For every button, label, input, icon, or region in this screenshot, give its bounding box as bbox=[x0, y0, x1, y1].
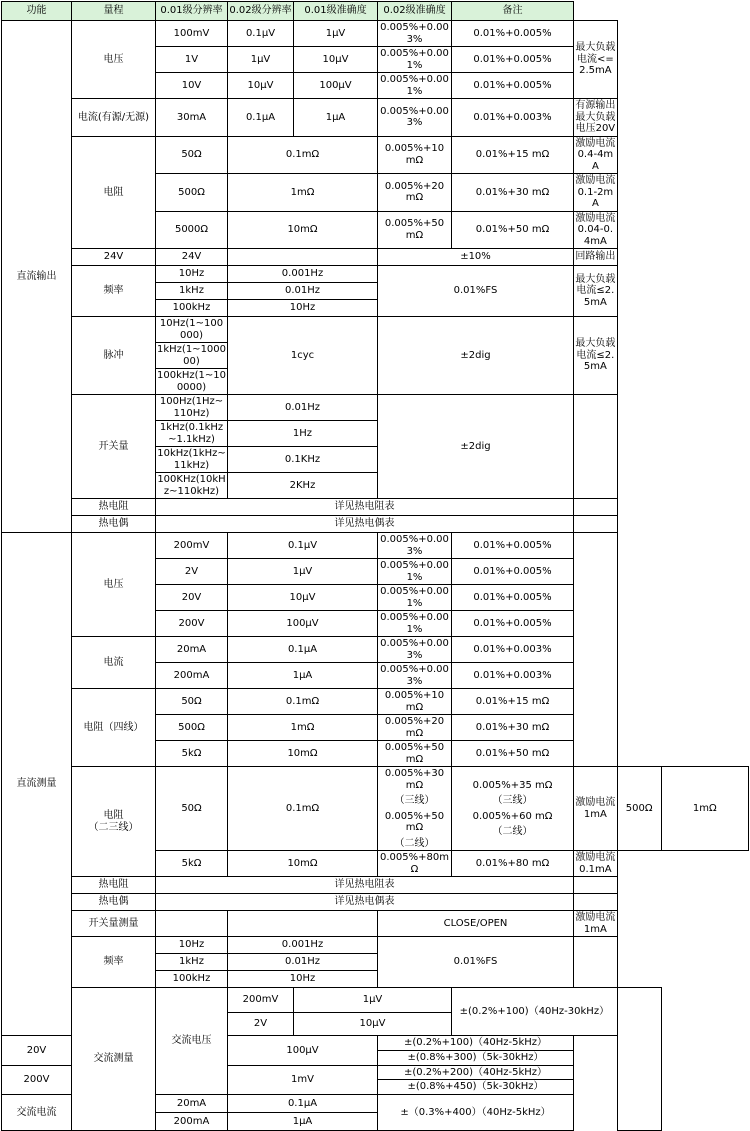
range-cell: 200mV bbox=[228, 988, 294, 1013]
func-voltage: 电压 bbox=[72, 533, 156, 637]
acc-cell: ±10% bbox=[378, 249, 574, 266]
acc-cell: 0.01%FS bbox=[378, 266, 574, 317]
func-frequency: 频率 bbox=[72, 937, 156, 988]
res2-cell: 100μV bbox=[294, 73, 378, 99]
range-cell: 1kHz bbox=[156, 283, 228, 300]
header-range: 量程 bbox=[72, 2, 156, 21]
note-cell: 激励电流1mA bbox=[574, 767, 618, 851]
acc1-cell: 0.005%+20 mΩ bbox=[378, 715, 452, 741]
acc1-cell: 0.005%+0.001% bbox=[378, 73, 452, 99]
table-row bbox=[2, 136, 749, 174]
acc-line: 0.005%+60 mΩ bbox=[472, 810, 553, 822]
res1-cell: 10μV bbox=[228, 73, 294, 99]
acc1-cell: 0.005%+50 mΩ bbox=[378, 211, 452, 249]
table-row bbox=[2, 533, 749, 559]
acc1-cell: 0.005%+0.001% bbox=[378, 611, 452, 637]
res23-line2: （二三线） bbox=[88, 821, 139, 833]
func-current: 电流(有源/无源) bbox=[72, 99, 156, 137]
res-cell: 10mΩ bbox=[228, 211, 378, 249]
acc2-cell: 0.01%+0.005% bbox=[452, 533, 574, 559]
res-cell: 10μV bbox=[228, 585, 378, 611]
range-cell: 500Ω bbox=[156, 715, 228, 741]
acc-line: 0.005%+35 mΩ bbox=[472, 779, 553, 791]
acc-line: （三线） bbox=[492, 795, 533, 806]
note-cell: 激励电流0.04-0.4mA bbox=[575, 212, 616, 247]
res-cell: 10Hz bbox=[228, 300, 378, 317]
func-ac-voltage: 交流电压 bbox=[156, 988, 228, 1095]
range-cell: 10Hz bbox=[156, 266, 228, 283]
res1-cell: 0.1μA bbox=[228, 99, 294, 137]
func-rtd: 热电阻 bbox=[72, 499, 156, 516]
table-row bbox=[2, 99, 749, 137]
func-rtd: 热电阻 bbox=[72, 877, 156, 894]
range-cell: 50Ω bbox=[156, 136, 228, 174]
range-cell: 20V bbox=[156, 585, 228, 611]
tc-table-ref: 详见热电偶表 bbox=[156, 516, 574, 533]
res-cell: 1μA bbox=[228, 1113, 378, 1131]
table-row bbox=[2, 689, 749, 715]
table-row bbox=[2, 249, 749, 266]
res2-cell: 1μV bbox=[294, 21, 378, 47]
note-cell bbox=[574, 877, 618, 894]
note-cell: 激励电流0.1mA bbox=[575, 852, 616, 875]
acc1-cell: 0.005%+0.001% bbox=[378, 585, 452, 611]
range-cell: 500Ω bbox=[617, 767, 661, 851]
note-cell: 最大负载电流≤2.5mA bbox=[574, 317, 618, 395]
res-cell: 1cyc bbox=[228, 317, 378, 395]
table-header bbox=[2, 2, 749, 21]
note-cell bbox=[574, 533, 618, 767]
note-cell bbox=[574, 894, 618, 911]
table-row bbox=[2, 894, 749, 911]
res-cell: 1mΩ bbox=[661, 767, 749, 851]
range-cell: 30mA bbox=[156, 99, 228, 137]
func-resistance-23wire bbox=[72, 767, 156, 877]
acc2-cell: 0.01%+0.003% bbox=[452, 99, 574, 137]
rtd-table-ref: 详见热电阻表 bbox=[156, 877, 574, 894]
specification-table bbox=[1, 1, 749, 1131]
res-cell: 0.1KHz bbox=[228, 447, 378, 473]
range-cell: 20mA bbox=[156, 637, 228, 663]
res-cell: 0.1μA bbox=[228, 1095, 378, 1113]
note-cell: 有源输出最大负载电压20V bbox=[575, 100, 616, 134]
header-accuracy-002: 0.02级准确度 bbox=[378, 2, 452, 21]
res-cell bbox=[228, 911, 378, 937]
res-cell: 10Hz bbox=[228, 971, 378, 988]
acc2-cell: 0.01%+0.005% bbox=[452, 47, 574, 73]
acc-line: （二线） bbox=[492, 826, 533, 837]
rtd-table-ref: 详见热电阻表 bbox=[156, 499, 574, 516]
range-cell: 1kHz(1~100000) bbox=[157, 344, 227, 367]
func-switch-measure: 开关量测量 bbox=[72, 911, 156, 937]
table-row bbox=[2, 911, 749, 937]
range-cell: 100kHz bbox=[156, 971, 228, 988]
note-cell bbox=[574, 937, 618, 988]
header-resolution-001: 0.01级分辨率 bbox=[156, 2, 228, 21]
acc2-cell: 0.01%+50 mΩ bbox=[452, 211, 574, 249]
acc1-cell: 0.005%+0.003% bbox=[378, 533, 452, 559]
acc-line: 0.005%+50 mΩ bbox=[384, 810, 445, 833]
func-voltage: 电压 bbox=[72, 21, 156, 99]
range-cell bbox=[156, 911, 228, 937]
res-cell: 2KHz bbox=[228, 473, 378, 499]
func-thermocouple: 热电偶 bbox=[72, 516, 156, 533]
res23-line1: 电阻 bbox=[103, 810, 124, 821]
res-cell: 1μA bbox=[228, 663, 378, 689]
res-cell: 0.1μV bbox=[228, 533, 378, 559]
res1-cell: 0.1μV bbox=[228, 21, 294, 47]
res-cell: 1mΩ bbox=[228, 174, 378, 212]
func-frequency: 频率 bbox=[72, 266, 156, 317]
acc1-cell: 0.005%+10 mΩ bbox=[378, 689, 452, 715]
table-row bbox=[2, 395, 749, 421]
note-cell: 激励电流1mA bbox=[575, 912, 616, 935]
acc2-cell: 0.01%+0.003% bbox=[452, 637, 574, 663]
spec-table-page bbox=[0, 1, 750, 1127]
acc-cell: ±(0.2%+200)（40Hz-5kHz） bbox=[378, 1065, 574, 1080]
res-cell: 1mΩ bbox=[228, 715, 378, 741]
res-cell: 1μV bbox=[294, 988, 452, 1013]
table-row bbox=[2, 637, 749, 663]
tc-table-ref: 详见热电偶表 bbox=[156, 894, 574, 911]
range-cell: 500Ω bbox=[156, 174, 228, 212]
res-cell bbox=[228, 249, 378, 266]
acc1-cell: 0.005%+0.001% bbox=[378, 47, 452, 73]
acc-line: （二线） bbox=[394, 837, 435, 849]
range-cell: 50Ω bbox=[156, 689, 228, 715]
res-cell: 0.1μA bbox=[228, 637, 378, 663]
range-cell: 200mA bbox=[156, 663, 228, 689]
res-cell: 1μV bbox=[228, 559, 378, 585]
table-row bbox=[2, 266, 749, 283]
func-resistance: 电阻 bbox=[72, 136, 156, 249]
res-cell: 100μV bbox=[228, 1036, 378, 1066]
range-cell: 20mA bbox=[156, 1095, 228, 1113]
range-cell: 100kHz(1~100000) bbox=[157, 370, 227, 393]
acc2-cell: 0.01%+15 mΩ bbox=[452, 689, 574, 715]
range-cell: 20V bbox=[2, 1036, 72, 1066]
func-current: 电流 bbox=[72, 637, 156, 689]
acc2-cell: 0.01%+30 mΩ bbox=[452, 715, 574, 741]
note-cell: 最大负载电流<=2.5mA bbox=[574, 21, 618, 99]
range-cell: 10V bbox=[156, 73, 228, 99]
table-row bbox=[2, 499, 749, 516]
acc-cell: ±(0.8%+450)（5k-30kHz） bbox=[378, 1080, 574, 1095]
acc2-cell: 0.01%+30 mΩ bbox=[452, 174, 574, 212]
acc1-cell: 0.005%+0.001% bbox=[378, 559, 452, 585]
func-resistance-4wire: 电阻（四线） bbox=[72, 689, 156, 767]
table-row bbox=[2, 988, 749, 1013]
range-cell: 200mA bbox=[156, 1113, 228, 1131]
res-cell: 0.1mΩ bbox=[228, 767, 378, 851]
header-accuracy-001: 0.01级准确度 bbox=[294, 2, 378, 21]
range-cell: 5000Ω bbox=[156, 211, 228, 249]
acc1-cell: 0.005%+80mΩ bbox=[378, 851, 452, 877]
range-cell: 24V bbox=[156, 249, 228, 266]
range-cell: 5kΩ bbox=[156, 851, 228, 877]
res1-cell: 1μV bbox=[228, 47, 294, 73]
res-cell: 0.01Hz bbox=[228, 283, 378, 300]
note-cell bbox=[574, 395, 618, 499]
note-cell: 回路输出 bbox=[574, 249, 618, 266]
table-row bbox=[2, 877, 749, 894]
note-cell: 最大负载电流≤2.5mA bbox=[574, 266, 618, 317]
res-cell: 100μV bbox=[228, 611, 378, 637]
res-cell: 0.1mΩ bbox=[228, 689, 378, 715]
acc-line: （三线） bbox=[394, 795, 435, 806]
range-cell: 100kHz bbox=[156, 300, 228, 317]
acc-cell: ±(0.2%+100)（40Hz-5kHz） bbox=[378, 1036, 574, 1051]
res-cell: 10mΩ bbox=[228, 851, 378, 877]
range-cell: 200mV bbox=[156, 533, 228, 559]
res-cell: 0.01Hz bbox=[228, 954, 378, 971]
acc2-cell: 0.01%+15 mΩ bbox=[452, 136, 574, 174]
header-note: 备注 bbox=[452, 2, 574, 21]
acc-cell: ±（0.3%+400）（40Hz-5kHz） bbox=[378, 1095, 574, 1131]
range-cell: 2V bbox=[156, 559, 228, 585]
func-switch: 开关量 bbox=[72, 395, 156, 499]
func-ac-current: 交流电流 bbox=[2, 1095, 72, 1131]
acc2-cell: 0.01%+0.005% bbox=[452, 559, 574, 585]
range-cell: 10kHz(1kHz~11kHz) bbox=[157, 448, 226, 471]
note-cell bbox=[617, 988, 661, 1131]
res-cell: 0.001Hz bbox=[228, 937, 378, 954]
res-cell: 1Hz bbox=[228, 421, 378, 447]
acc1-cell: 0.005%+50 mΩ bbox=[378, 741, 452, 767]
res-cell: 0.001Hz bbox=[228, 266, 378, 283]
table-row bbox=[2, 937, 749, 954]
range-cell: 1V bbox=[156, 47, 228, 73]
acc1-cell: 0.005%+0.003% bbox=[378, 663, 452, 689]
acc-cell: ±(0.2%+100)（40Hz-30kHz） bbox=[452, 988, 618, 1036]
acc-cell: CLOSE/OPEN bbox=[378, 911, 574, 937]
range-cell: 100Hz(1Hz~110Hz) bbox=[156, 395, 228, 421]
func-thermocouple: 热电偶 bbox=[72, 894, 156, 911]
note-cell bbox=[574, 516, 618, 533]
acc2-cell: 0.01%+50 mΩ bbox=[452, 741, 574, 767]
acc2-cell: 0.01%+80 mΩ bbox=[452, 851, 574, 877]
range-cell: 1kHz bbox=[156, 954, 228, 971]
range-cell: 1kHz(0.1kHz~1.1kHz) bbox=[156, 421, 228, 447]
acc1-cell: 0.005%+20 mΩ bbox=[378, 174, 452, 212]
table-row bbox=[2, 21, 749, 47]
acc-cell: ±2dig bbox=[378, 395, 574, 499]
header-row bbox=[2, 2, 749, 21]
acc2-cell: 0.01%+0.005% bbox=[452, 21, 574, 47]
range-cell: 10Hz bbox=[156, 937, 228, 954]
table-row bbox=[2, 317, 749, 343]
acc-cell: ±(0.8%+300)（5k-30kHz） bbox=[378, 1050, 574, 1065]
acc2-cell: 0.01%+0.005% bbox=[452, 585, 574, 611]
acc1-cell: 0.005%+0.003% bbox=[378, 99, 452, 137]
res-cell: 0.1mΩ bbox=[228, 136, 378, 174]
res-cell: 10mΩ bbox=[228, 741, 378, 767]
func-24v: 24V bbox=[72, 249, 156, 266]
range-cell: 200V bbox=[156, 611, 228, 637]
acc2-cell: 0.01%+0.005% bbox=[452, 73, 574, 99]
range-cell: 200V bbox=[2, 1065, 72, 1095]
range-cell: 100KHz(10kHz~110kHz) bbox=[157, 474, 226, 497]
note-cell bbox=[574, 499, 618, 516]
acc2-cell: 0.01%+0.003% bbox=[452, 663, 574, 689]
func-pulse: 脉冲 bbox=[72, 317, 156, 395]
section-label-ac-measure: 交流测量 bbox=[72, 988, 156, 1131]
acc-cell: 0.01%FS bbox=[378, 937, 574, 988]
res2-cell: 1μA bbox=[294, 99, 378, 137]
section-label-dc-output: 直流输出 bbox=[2, 21, 72, 533]
range-cell: 100mV bbox=[156, 21, 228, 47]
acc-cell: ±2dig bbox=[378, 317, 574, 395]
acc2-cell: 0.01%+0.005% bbox=[452, 611, 574, 637]
acc-line: 0.005%+30 mΩ bbox=[384, 768, 445, 791]
section-label-dc-measure: 直流测量 bbox=[2, 533, 72, 1036]
header-function: 功能 bbox=[2, 2, 72, 21]
acc1-cell bbox=[378, 767, 452, 851]
table-body bbox=[2, 21, 749, 1131]
range-cell: 2V bbox=[228, 1013, 294, 1036]
res-cell: 0.01Hz bbox=[228, 395, 378, 421]
note-cell: 激励电流0.4-4mA bbox=[575, 137, 616, 172]
acc1-cell: 0.005%+0.003% bbox=[378, 637, 452, 663]
range-cell: 5kΩ bbox=[156, 741, 228, 767]
acc1-cell: 0.005%+0.003% bbox=[378, 21, 452, 47]
header-resolution-002: 0.02级分辨率 bbox=[228, 2, 294, 21]
range-cell: 10Hz(1~100000) bbox=[156, 317, 228, 343]
res-cell: 10μV bbox=[294, 1013, 452, 1036]
res2-cell: 10μV bbox=[294, 47, 378, 73]
acc2-cell bbox=[452, 767, 574, 851]
acc1-cell: 0.005%+10 mΩ bbox=[378, 136, 452, 174]
range-cell: 50Ω bbox=[156, 767, 228, 851]
table-row bbox=[2, 516, 749, 533]
res-cell: 1mV bbox=[228, 1065, 378, 1095]
note-cell: 激励电流0.1-2mA bbox=[575, 175, 616, 209]
